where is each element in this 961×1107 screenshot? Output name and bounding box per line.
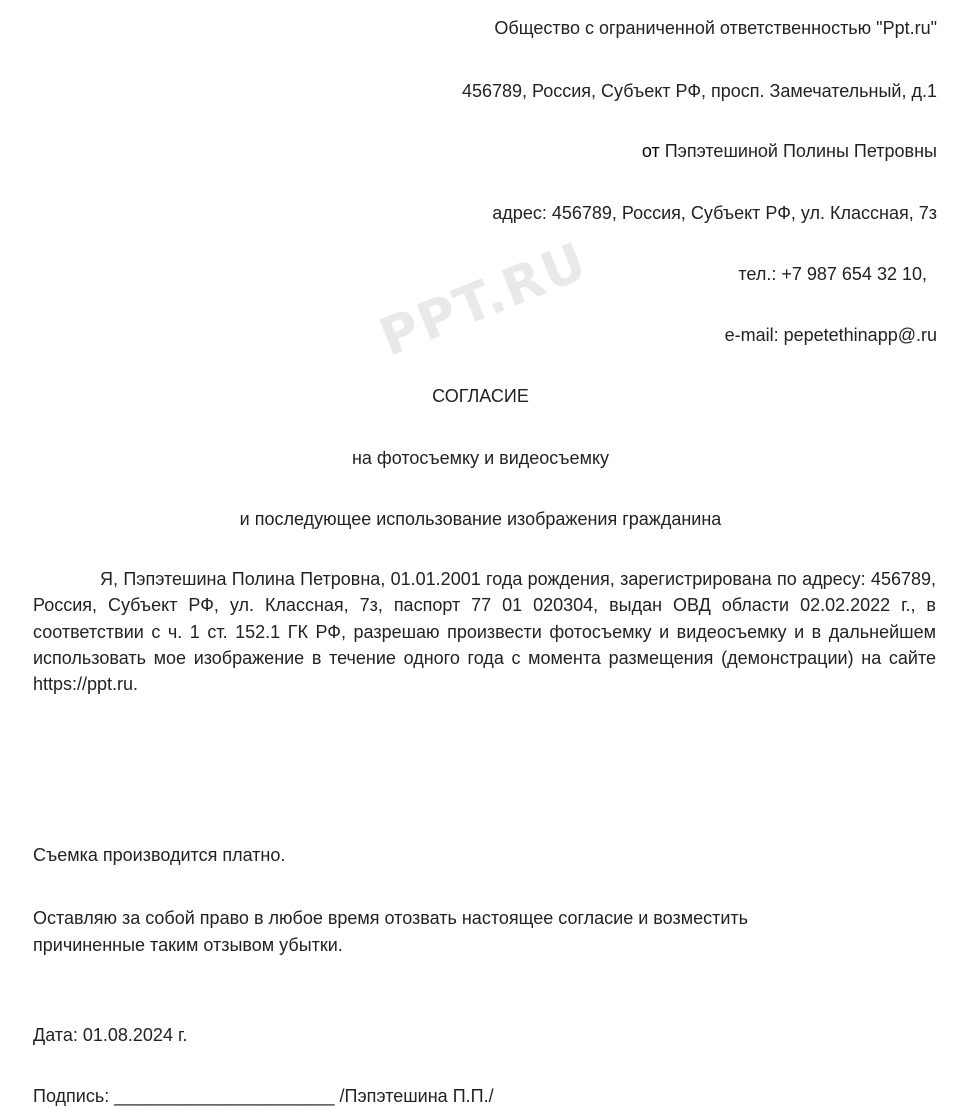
document-subtitle-2: и последующее использование изображения гражданина — [239, 509, 722, 529]
sender-email: e-mail: pepetethinapp@.ru — [724, 325, 937, 345]
document-title: СОГЛАСИЕ — [432, 386, 529, 406]
signature-name: /Пэпэтешина П.П./ — [339, 1086, 494, 1107]
signature-line: ______________________ — [114, 1086, 335, 1107]
sender-name: Пэпэтешиной Полины Петровны — [664, 141, 937, 161]
document-subtitle-1: на фотосъемку и видеосъемку — [351, 448, 610, 468]
consent-paragraph-text: Я, Пэпэтешина Полина Петровна, 01.01.2001 года рождения, зарегистрирована по адресу: 456789, Россия, Субъект РФ, ул. Классная, 7з, паспорт 77 01 020304, выдан ОВД области 02.02.2022 г., в соответствии с ч. 1 ст. 152.1 ГК РФ, разрешаю произвести фотосъемку и видеосъемку и в дальнейшем использовать мое изображение в течение одного года с момента размещения (демонстрации) на сайте https://ppt.ru. — [33, 569, 936, 695]
watermark: PPT.RU — [371, 231, 597, 369]
payment-statement: Съемка производится платно. — [33, 845, 286, 866]
sender-phone: тел.: +7 987 654 32 10, — [738, 264, 927, 284]
revocation-paragraph: Оставляю за собой право в любое время отозвать настоящее согласие и возместить причиненные таким отзывом убытки. — [33, 908, 748, 955]
from-prefix: от — [641, 141, 660, 161]
recipient-org: Общество с ограниченной ответственностью "Ppt.ru" — [494, 18, 937, 38]
document-date: Дата: 01.08.2024 г. — [33, 1025, 188, 1046]
sender-line — [0, 141, 937, 162]
signature-row — [33, 1086, 961, 1107]
recipient-address: 456789, Россия, Субъект РФ, просп. Замечательный, д.1 — [461, 81, 937, 101]
sender-address: адрес: 456789, Россия, Субъект РФ, ул. Классная, 7з — [492, 203, 937, 223]
signature-label: Подпись: — [33, 1086, 110, 1107]
consent-paragraph — [33, 566, 936, 697]
